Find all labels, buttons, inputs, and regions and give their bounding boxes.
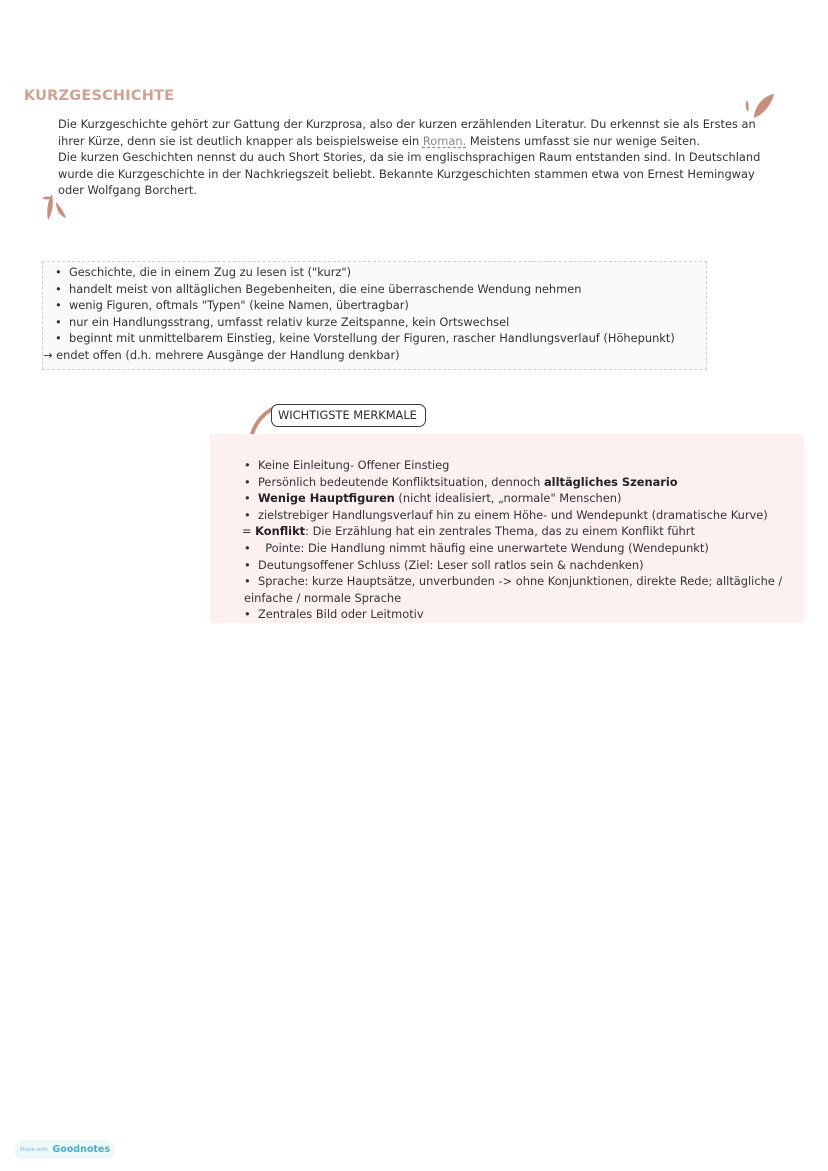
intro-text [58, 116, 770, 199]
page-title: KURZGESCHICHTE [24, 88, 175, 104]
features-heading-badge: WICHTIGSTE MERKMALE [271, 404, 426, 427]
roman-link[interactable]: Roman. [422, 133, 467, 148]
summary-item-conclusion: → endet offen (d.h. mehrere Ausgänge der Handlung denkbar) [43, 347, 400, 362]
intro-paragraph-1: Die Kurzgeschichte gehört zur Gattung der Kurzprosa, also der kurzen erzählenden Literatur. Du erkennst sie als Erstes an ihrer Kürze, denn sie ist deutlich knapper als beispielsweise ein Roman. Meistens umfasst sie nur wenige Seiten. [58, 117, 756, 148]
summary-item: • nur ein Handlungsstrang, umfasst relativ kurze Zeitspanne, kein Ortswechsel [55, 314, 510, 329]
summary-item: • Geschichte, die in einem Zug zu lesen ist ("kurz") [55, 265, 352, 279]
feature-item: • Sprache: kurze Hauptsätze, unverbunden -> ohne Konjunktionen, direkte Rede; alltägliche / einfache / normale Sprache [244, 574, 783, 605]
feature-item: • zielstrebiger Handlungsverlauf hin zu einem Höhe- und Wendepunkt (dramatische Kurve) [244, 507, 768, 522]
feature-item-conflict: = Konflikt: Die Erzählung hat ein zentrales Thema, das zu einem Konflikt führt [242, 524, 695, 539]
feature-item: • Keine Einleitung- Offener Einstieg [244, 458, 450, 472]
summary-item: • beginnt mit unmittelbarem Einstieg, keine Vorstellung der Figuren, rascher Handlungsverlauf (Höhepunkt) [55, 331, 675, 345]
summary-item: • wenig Figuren, oftmals "Typen" (keine Namen, übertragbar) [55, 298, 409, 312]
summary-box [42, 261, 707, 370]
feature-item: • Deutungsoffener Schluss (Ziel: Leser soll ratlos sein & nachdenken) [244, 557, 644, 572]
feature-item: • Zentrales Bild oder Leitmotiv [244, 607, 424, 622]
right-arrow-icon: → [43, 347, 53, 362]
goodnotes-watermark: Made with Goodnotes [14, 1140, 115, 1159]
features-list [242, 457, 792, 623]
intro-paragraph-2: Die kurzen Geschichten nennst du auch Short Stories, da sie im englischsprachigen Raum entstanden sind. In Deutschland wurde die Kurzgeschichte in der Nachkriegszeit beliebt. Bekannte Kurzgeschichten stammen etwa von Ernest Hemingway oder Wolfgang Borchert. [58, 150, 761, 198]
feature-item: • Pointe: Die Handlung nimmt häufig eine unerwartete Wendung (Wendepunkt) [244, 540, 709, 555]
feature-item: • Wenige Hauptfiguren (nicht idealisiert, „normale" Menschen) [244, 491, 622, 506]
feature-item: • Persönlich bedeutende Konfliktsituation, dennoch alltägliches Szenario [244, 474, 678, 489]
summary-item: • handelt meist von alltäglichen Begebenheiten, die eine überraschende Wendung nehmen [55, 281, 582, 296]
